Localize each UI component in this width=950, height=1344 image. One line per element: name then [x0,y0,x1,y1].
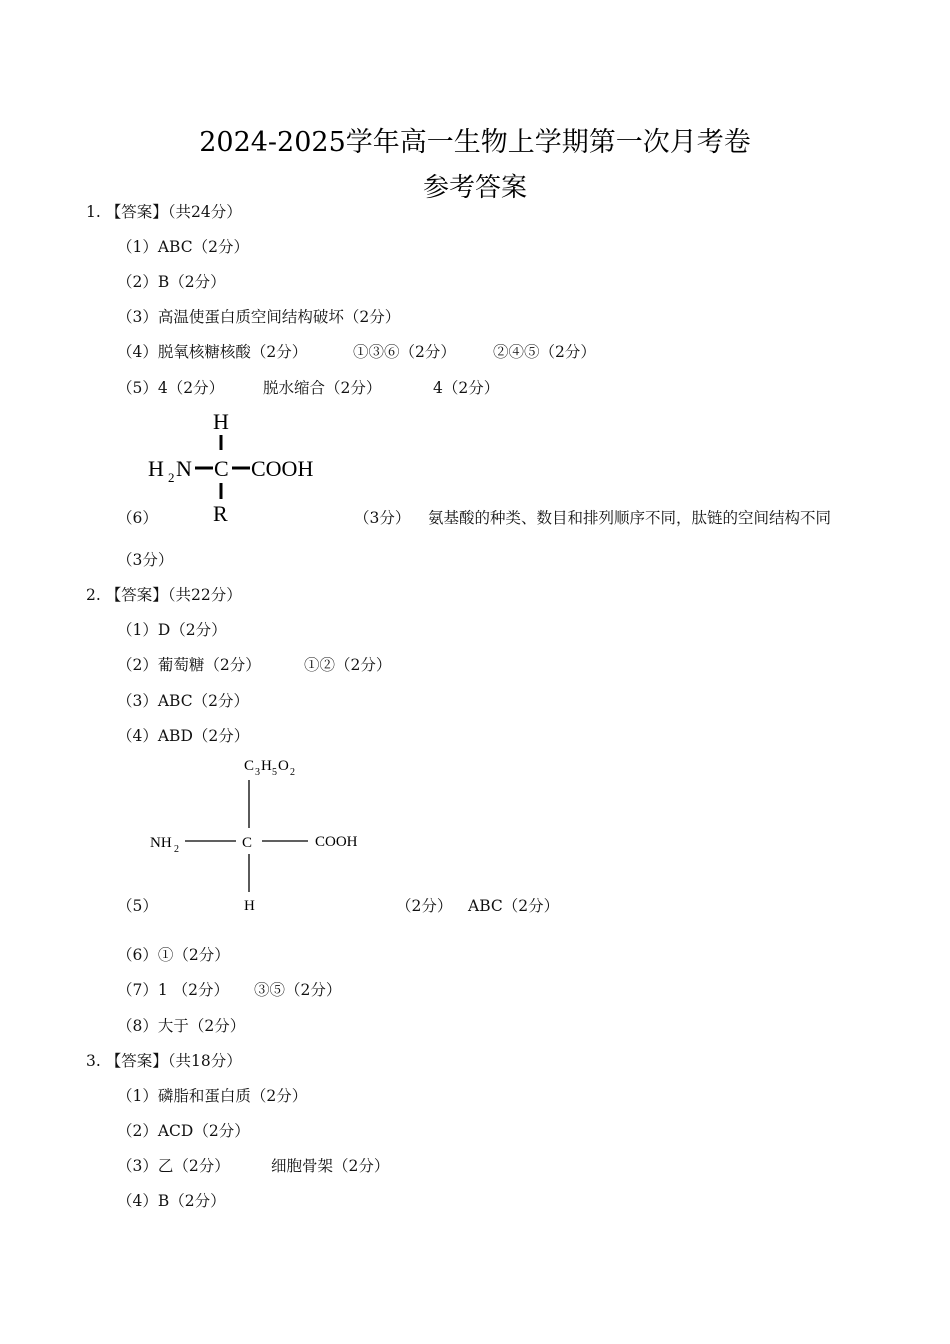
formula2-right-cooh: COOH [315,834,358,850]
formula2-bottom-h: H [244,898,255,914]
q2-answer-5-part-a: （5） [117,897,158,915]
formula2-top-h: H [261,758,272,774]
q1-answer-5 [117,378,917,398]
q1-answer-4-part-b: ①③⑥（2分） [353,343,456,361]
q1-answer-1: （1）ABC（2分） [117,238,249,256]
amino-acid-formula-2 [140,750,380,920]
q1-answer-5-part-b: 脱水缩合（2分） [263,379,382,397]
q1-answer-2: （2）B（2分） [117,273,226,291]
q3-answer-2: （2）ACD（2分） [117,1122,250,1140]
q3-answer-3 [117,1156,917,1176]
q1-header: 1. 【答案】（共24分） [86,203,242,221]
formula2-center-c: C [242,835,253,851]
q2-answer-8: （8）大于（2分） [117,1017,246,1035]
formula1-center-c: C [214,456,229,481]
formula2-top-c-sub: 3 [255,767,260,778]
q1-answer-4 [117,342,917,362]
formula2-top-o: O [278,758,289,774]
q2-answer-1: （1）D（2分） [117,621,227,639]
q2-answer-7-part-a: （7）1 （2分） [117,981,230,999]
formula2-left-sub: 2 [174,844,179,855]
formula1-right-cooh: COOH [251,456,314,481]
q2-answer-2 [117,655,917,675]
q1-answer-6-part-a: （6） [117,509,158,527]
q3-answer-4: （4）B（2分） [117,1192,226,1210]
q2-answer-5-part-b: （2分） [396,897,453,915]
q1-answer-4-part-a: （4）脱氧核糖核酸（2分） [117,343,308,361]
q1-answer-6-score: （3分） [117,551,174,569]
formula2-top-o-sub: 2 [290,767,295,778]
q2-answer-3: （3）ABC（2分） [117,692,249,710]
formula2-left-nh: NH [150,835,172,851]
q3-answer-1: （1）磷脂和蛋白质（2分） [117,1087,308,1105]
formula1-left-h: H [148,456,164,481]
q3-answer-3-part-a: （3）乙（2分） [117,1157,230,1175]
q2-answer-2-part-b: ①②（2分） [304,656,392,674]
q2-answer-7 [117,980,917,1000]
q1-answer-6-part-c: 氨基酸的种类、数目和排列顺序不同，肽链的空间结构不同 [428,509,832,527]
q3-header: 3. 【答案】（共18分） [86,1052,242,1070]
formula1-top-h: H [213,409,229,434]
page-subtitle: 参考答案 [422,173,527,203]
q1-answer-5-part-a: （5）4（2分） [117,379,225,397]
q1-answer-5-part-c: 4（2分） [433,379,500,397]
q2-answer-2-part-a: （2）葡萄糖（2分） [117,656,261,674]
q1-answer-3: （3）高温使蛋白质空间结构破坏（2分） [117,308,401,326]
q2-answer-5 [117,896,877,916]
q1-answer-6-part-b: （3分） [354,509,411,527]
q2-header: 2. 【答案】（共22分） [86,586,242,604]
formula2-top-c: C [244,758,255,774]
q2-answer-5-part-c: ABC（2分） [468,897,560,915]
formula1-left-sub: 2 [168,470,175,485]
formula2-top-h-sub: 5 [272,767,277,778]
q1-answer-6 [117,508,877,528]
q2-answer-7-part-b: ③⑤（2分） [254,981,342,999]
q2-answer-4: （4）ABD（2分） [117,727,250,745]
page-title: 2024-2025学年高一生物上学期第一次月考卷 [199,127,751,158]
formula1-bottom-r: R [213,501,228,526]
q2-answer-6: （6）①（2分） [117,946,230,964]
formula1-left-n: N [176,456,192,481]
q3-answer-3-part-b: 细胞骨架（2分） [271,1157,390,1175]
q1-answer-4-part-c: ②④⑤（2分） [493,343,596,361]
